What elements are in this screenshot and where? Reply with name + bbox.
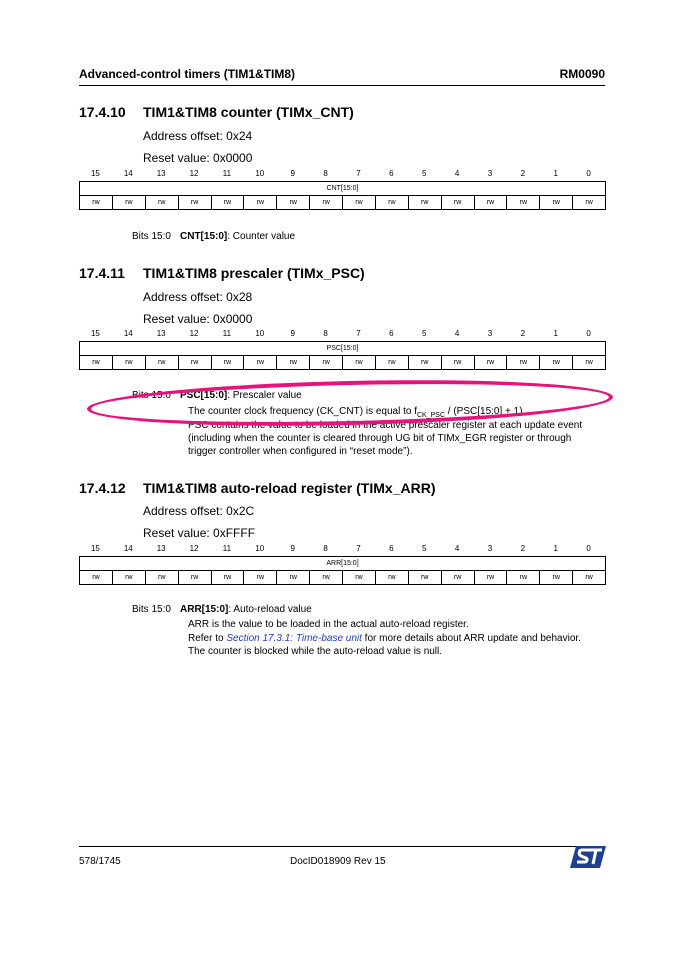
access-cell: rw xyxy=(145,356,178,370)
address-offset: Address offset: 0x28 xyxy=(143,290,253,304)
bit-number: 11 xyxy=(222,544,232,553)
access-cell: rw xyxy=(310,356,343,370)
access-cell: rw xyxy=(474,571,507,585)
bit-number: 10 xyxy=(255,544,265,553)
access-cell: rw xyxy=(244,571,277,585)
field-name: PSC[15:0] xyxy=(180,390,228,401)
access-cell: rw xyxy=(441,196,474,210)
access-cell: rw xyxy=(343,196,376,210)
field-summary: : Counter value xyxy=(227,231,296,242)
header-doc-id: RM0090 xyxy=(559,67,605,81)
bit-number: 6 xyxy=(389,169,394,178)
access-cell: rw xyxy=(408,356,441,370)
bit-range: Bits 15:0 xyxy=(132,604,171,615)
bit-number: 9 xyxy=(290,329,295,338)
access-cell: rw xyxy=(375,571,408,585)
bit-number: 8 xyxy=(323,329,328,338)
bit-number: 14 xyxy=(123,169,133,178)
address-offset: Address offset: 0x2C xyxy=(143,504,255,518)
access-cell: rw xyxy=(573,571,606,585)
bit-number: 1 xyxy=(553,329,558,338)
bit-number: 7 xyxy=(356,169,361,178)
arr-paragraph-2 xyxy=(188,632,581,645)
address-offset: Address offset: 0x24 xyxy=(143,129,253,143)
access-cell: rw xyxy=(80,196,113,210)
bit-number: 8 xyxy=(323,544,328,553)
bit-range: Bits 15:0 xyxy=(132,390,171,401)
bit-number: 3 xyxy=(487,169,493,178)
text: / (PSC[15:0] + 1). xyxy=(445,406,526,417)
bit-number: 0 xyxy=(586,169,591,178)
bit-number: 2 xyxy=(520,544,526,553)
access-cell: rw xyxy=(375,356,408,370)
bit-number: 0 xyxy=(586,544,591,553)
bit-number: 15 xyxy=(90,329,100,338)
bit-number: 13 xyxy=(156,169,166,178)
bit-number-row xyxy=(79,169,605,181)
bit-range: Bits 15:0 xyxy=(132,231,171,242)
access-cell: rw xyxy=(441,356,474,370)
section-number: 17.4.11 xyxy=(79,265,125,281)
bit-number: 13 xyxy=(156,544,166,553)
access-cell: rw xyxy=(244,196,277,210)
bit-number: 10 xyxy=(255,329,265,338)
section-title-psc xyxy=(79,265,365,281)
bit-number: 5 xyxy=(421,169,427,178)
access-cell: rw xyxy=(112,356,145,370)
bit-number: 3 xyxy=(487,544,493,553)
text: The counter clock frequency (CK_CNT) is equal to f xyxy=(188,406,417,417)
bit-number: 9 xyxy=(290,169,295,178)
bit-number: 7 xyxy=(356,329,361,338)
psc-paragraph-3: (including when the counter is cleared through UG bit of TIMx_EGR register or through xyxy=(188,433,572,444)
register-field: PSC[15:0] xyxy=(80,342,606,356)
bit-number: 8 xyxy=(323,169,328,178)
header-rule xyxy=(79,85,605,86)
bit-number: 5 xyxy=(421,329,427,338)
bit-number-row xyxy=(79,329,605,341)
psc-paragraph-4: trigger controller when configured in “reset mode”). xyxy=(188,446,413,457)
access-cell: rw xyxy=(310,571,343,585)
bit-number: 1 xyxy=(553,169,558,178)
bit-number: 3 xyxy=(487,329,493,338)
access-cell: rw xyxy=(507,196,540,210)
arr-paragraph-3: The counter is blocked while the auto-reload value is null. xyxy=(188,646,443,657)
section-number: 17.4.12 xyxy=(79,480,126,496)
access-cell: rw xyxy=(178,356,211,370)
footer-rule xyxy=(79,846,605,847)
access-cell: rw xyxy=(112,196,145,210)
register-table-arr xyxy=(79,556,606,585)
access-cell: rw xyxy=(211,571,244,585)
bit-number: 14 xyxy=(123,544,133,553)
access-cell: rw xyxy=(178,571,211,585)
page-number: 578/1745 xyxy=(79,856,121,867)
bit-number: 0 xyxy=(586,329,591,338)
register-table-psc xyxy=(79,341,606,370)
access-cell: rw xyxy=(474,356,507,370)
header-title: Advanced-control timers (TIM1&TIM8) xyxy=(79,67,296,81)
access-cell: rw xyxy=(573,196,606,210)
bit-number: 4 xyxy=(454,329,460,338)
reset-value: Reset value: 0x0000 xyxy=(143,312,253,326)
access-cell: rw xyxy=(540,571,573,585)
access-row xyxy=(80,571,606,585)
text: for more details about ARR update and behavior. xyxy=(361,633,581,644)
access-cell: rw xyxy=(310,196,343,210)
register-field: CNT[15:0] xyxy=(80,182,606,196)
access-cell: rw xyxy=(277,356,310,370)
bit-number: 15 xyxy=(90,169,100,178)
register-table-cnt xyxy=(79,181,606,210)
section-heading: TIM1&TIM8 counter (TIMx_CNT) xyxy=(143,104,354,120)
bit-number: 13 xyxy=(156,329,166,338)
access-cell: rw xyxy=(408,571,441,585)
bit-number: 4 xyxy=(454,544,460,553)
bit-number: 2 xyxy=(520,169,526,178)
bit-number: 10 xyxy=(255,169,265,178)
access-cell: rw xyxy=(211,356,244,370)
subscript: CK_PSC xyxy=(416,412,445,419)
bit-number: 15 xyxy=(90,544,100,553)
bit-number: 7 xyxy=(356,544,361,553)
access-cell: rw xyxy=(474,196,507,210)
field-name: CNT[15:0] xyxy=(180,231,228,242)
access-cell: rw xyxy=(540,356,573,370)
section-title-arr xyxy=(79,480,435,496)
bit-number: 11 xyxy=(222,169,232,178)
access-cell: rw xyxy=(343,571,376,585)
st-logo-icon xyxy=(570,846,606,868)
access-cell: rw xyxy=(277,571,310,585)
section-link[interactable]: Section 17.3.1: Time-base unit xyxy=(226,633,362,644)
access-cell: rw xyxy=(375,196,408,210)
access-cell: rw xyxy=(441,571,474,585)
bit-description-cnt xyxy=(132,230,295,243)
section-heading: TIM1&TIM8 auto-reload register (TIMx_ARR) xyxy=(143,480,436,496)
access-cell: rw xyxy=(343,356,376,370)
bit-number: 5 xyxy=(421,544,427,553)
bit-number-row xyxy=(79,544,605,556)
section-heading: TIM1&TIM8 prescaler (TIMx_PSC) xyxy=(143,265,365,281)
section-number: 17.4.10 xyxy=(79,104,126,120)
bit-number: 2 xyxy=(520,329,526,338)
bit-number: 12 xyxy=(189,544,199,553)
access-cell: rw xyxy=(540,196,573,210)
access-cell: rw xyxy=(80,356,113,370)
bit-number: 11 xyxy=(222,329,232,338)
access-cell: rw xyxy=(244,356,277,370)
doc-revision: DocID018909 Rev 15 xyxy=(290,856,386,867)
access-cell: rw xyxy=(507,571,540,585)
field-summary: : Auto-reload value xyxy=(228,604,312,615)
arr-paragraph-1: ARR is the value to be loaded in the actual auto-reload register. xyxy=(188,619,469,630)
access-cell: rw xyxy=(145,571,178,585)
access-row xyxy=(80,356,606,370)
bit-number: 12 xyxy=(189,169,199,178)
section-title-cnt xyxy=(79,104,354,120)
bit-number: 12 xyxy=(189,329,199,338)
access-cell: rw xyxy=(277,196,310,210)
access-cell: rw xyxy=(507,356,540,370)
access-cell: rw xyxy=(408,196,441,210)
psc-paragraph-2: PSC contains the value to be loaded in the active prescaler register at each update event xyxy=(188,420,583,431)
text: Refer to xyxy=(188,633,227,644)
bit-number: 6 xyxy=(389,544,394,553)
bit-number: 9 xyxy=(290,544,295,553)
access-cell: rw xyxy=(145,196,178,210)
access-row xyxy=(80,196,606,210)
access-cell: rw xyxy=(178,196,211,210)
field-summary: : Prescaler value xyxy=(227,390,302,401)
bit-number: 1 xyxy=(553,544,558,553)
access-cell: rw xyxy=(211,196,244,210)
reset-value: Reset value: 0x0000 xyxy=(143,151,253,165)
bit-description-arr xyxy=(132,603,312,616)
bit-number: 6 xyxy=(389,329,394,338)
access-cell: rw xyxy=(80,571,113,585)
bit-number: 14 xyxy=(123,329,133,338)
access-cell: rw xyxy=(112,571,145,585)
field-name: ARR[15:0] xyxy=(180,604,229,615)
access-cell: rw xyxy=(573,356,606,370)
bit-number: 4 xyxy=(454,169,460,178)
register-field: ARR[15:0] xyxy=(80,557,606,571)
reset-value: Reset value: 0xFFFF xyxy=(143,526,256,540)
